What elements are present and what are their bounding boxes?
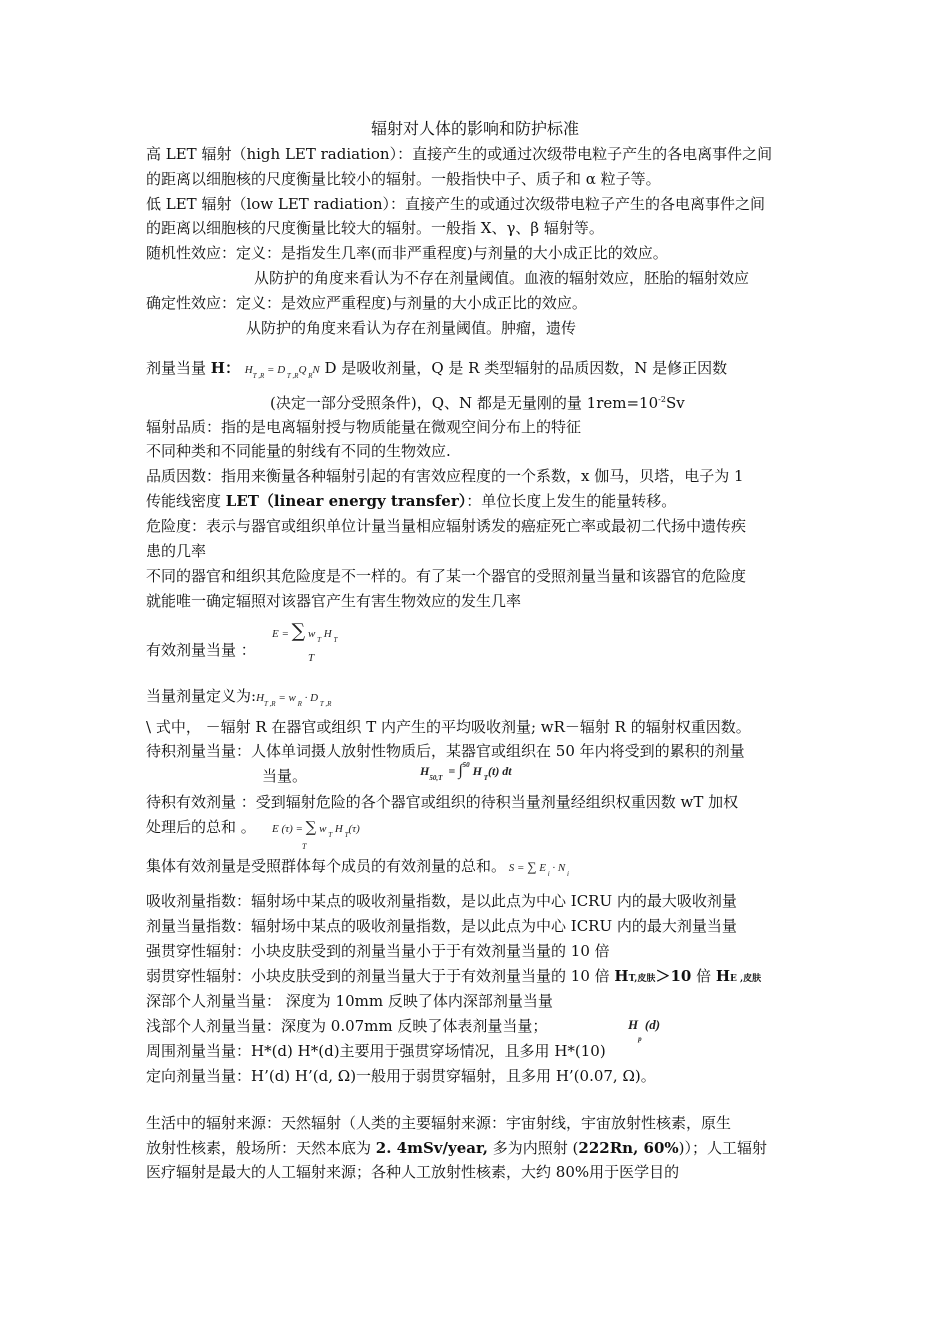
deep-dose-line: 深部个人剂量当量： 深度为 10mm 反映了体内深部剂量当量 <box>146 992 553 1010</box>
text-line: 的距离以细胞核的尺度衡量比较大的辐射。一般指 X、γ、β 辐射等。 <box>146 219 604 237</box>
text-line: 就能唯一确定辐照对该器官产生有害生物效应的发生几率 <box>146 592 522 610</box>
text-line: 辐射品质：指的是电离辐射授与物质能量在微观空间分布上的特征 <box>146 418 582 436</box>
equivalent-dose-formula: $H_{T ,R} = w$ $_R$ · D $_{T ,R}$ <box>256 692 332 708</box>
shallow-dose-formula: $H_p$ (d) <box>628 1017 661 1043</box>
dose-eq-symbol: H： <box>210 359 240 377</box>
sources-line2: 放射性核素，般场所：天然本底为 2. 4mSv/year, 多为内照射 (222Rn, 60%)）；人工辐射 <box>146 1139 768 1157</box>
committed-dose-formula: $H_{50,T} = \int^{50}$ H $_T$(t) dt <box>420 761 512 782</box>
effective-dose-formula: E = ∑ w $_T$ H $_T$ <box>272 620 338 644</box>
text-line: 危险度：表示与器官或组织单位计量当量相应辐射诱发的癌症死亡率或最初二代扬中遗传疾 <box>146 517 747 535</box>
shallow-dose-line: 浅部个人剂量当量：深度为 0.07mm 反映了体表剂量当量； <box>146 1017 548 1035</box>
where-line: \ 式中， －辐射 R 在器官或组织 T 内产生的平均吸收剂量; wR－辐射 R 的辐射权重因数。 <box>146 718 751 736</box>
committed-effective-line2: 处理后的总和 。 <box>146 818 256 836</box>
text-line: 从防护的角度来看认为存在剂量阈值。肿瘤，遗传 <box>246 319 577 337</box>
text-line: 剂量当量指数：辐射场中某点的吸收剂量指数，是以此点为中心 ICRU 内的最大剂量当量 <box>146 917 737 935</box>
collective-dose-line: 集体有效剂量是受照群体每个成员的有效剂量的总和。 S = ∑ E $_i$ · N $_i$ <box>146 857 569 878</box>
effective-dose-label: 有效剂量当量 ： <box>146 641 256 659</box>
dose-eq-label: 剂量当量 <box>146 359 207 377</box>
sum-index: T <box>308 652 315 664</box>
equivalent-dose-line: 当量剂量定义为$:H_{T ,R} = w$ $_R$ · D $_{T ,R}$ <box>146 687 332 708</box>
text-line: 确定性效应：定义：是效应严重程度)与剂量的大小成正比的效应。 <box>146 294 587 312</box>
dose-eq-continuation: (决定一部分受照条件)，Q、N 都是无量刚的量 $1rem=10^{-2}Sv$ <box>270 394 685 412</box>
text-line: 高 LET 辐射（high LET radiation）：直接产生的或通过次级带电粒子产生的各电离事件之间 <box>146 145 773 163</box>
text-line: 强贯穿性辐射：小块皮肤受到的剂量当量小于于有效剂量当量的 10 倍 <box>146 942 610 960</box>
text-line: 患的几率 <box>146 542 207 560</box>
text-line: 不同的器官和组织其危险度是不一样的。有了某一个器官的受照剂量当量和该器官的危险度 <box>146 567 747 585</box>
collective-dose-formula: S = ∑ E $_i$ · N $_i$ <box>506 859 569 878</box>
dose-eq-desc: D 是吸收剂量，Q 是 R 类型辐射的品质因数，N 是修正因数 <box>324 359 728 377</box>
text-line: 从防护的角度来看认为不存在剂量阈值。血液的辐射效应，胚胎的辐射效应 <box>254 269 750 287</box>
committed-dose-line1: 待积剂量当量：人体单词摄人放射性物质后，某器官或组织在 50 年内将受到的累积的剂量 <box>146 742 745 760</box>
text-line: 不同种类和不同能量的射线有不同的生物效应. <box>146 442 451 460</box>
committed-dose-line2: 当量。 <box>262 767 308 785</box>
sum-index: T <box>302 842 307 851</box>
ambient-dose-line: 周围剂量当量：H*(d) H*(d)主要用于强贯穿场情况，且多用 H*(10) <box>146 1042 606 1060</box>
weak-penetrating-line: 弱贯穿性辐射：小块皮肤受到的剂量当量大于于有效剂量当量的 10 倍 HT,皮肤＞10 倍 HE ,皮肤 <box>146 967 762 985</box>
text-line: 随机性效应：定义：是指发生几率(而非严重程度)与剂量的大小成正比的效应。 <box>146 244 668 262</box>
sources-line1: 生活中的辐射来源：天然辐射（人类的主要辐射来源：宇宙射线，宇宙放射性核素，原生 <box>146 1114 732 1132</box>
text-line: 品质因数：指用来衡量各种辐射引起的有害效应程度的一个系数，x 伽马，贝塔，电子为 1 <box>146 467 744 485</box>
dose-eq-formula: $H_{T ,R} = D$ $_{T ,R}$Q $_R$N <box>244 364 320 380</box>
text-line: 吸收剂量指数：辐射场中某点的吸收剂量指数，是以此点为中心 ICRU 内的最大吸收剂量 <box>146 892 737 910</box>
let-line: 传能线密度 LET（linear energy transfer）：单位长度上发生的能量转移。 <box>146 492 677 510</box>
sources-line3: 医疗辐射是最大的人工辐射来源；各种人工放射性核素，大约 80%用于医学目的 <box>146 1163 680 1181</box>
dose-equivalent-line <box>146 358 727 381</box>
page-title: 辐射对人体的影响和防护标准 <box>370 119 579 138</box>
directional-dose-line: 定向剂量当量：H’(d) H’(d, Ω)一般用于弱贯穿辐射，且多用 H’(0.07, Ω)。 <box>146 1067 656 1085</box>
committed-effective-line1: 待积有效剂量 ：受到辐射危险的各个器官或组织的待积当量剂量经组织权重因数 wT 加权 <box>146 793 739 811</box>
committed-effective-formula: E (τ) = ∑ w $_T$ H $_T$(τ) <box>272 818 360 839</box>
text-line: 的距离以细胞核的尺度衡量比较小的辐射。一般指快中子、质子和 α 粒子等。 <box>146 170 661 188</box>
text-line: 低 LET 辐射（low LET radiation）：直接产生的或通过次级带电粒子产生的各电离事件之间 <box>146 195 766 213</box>
